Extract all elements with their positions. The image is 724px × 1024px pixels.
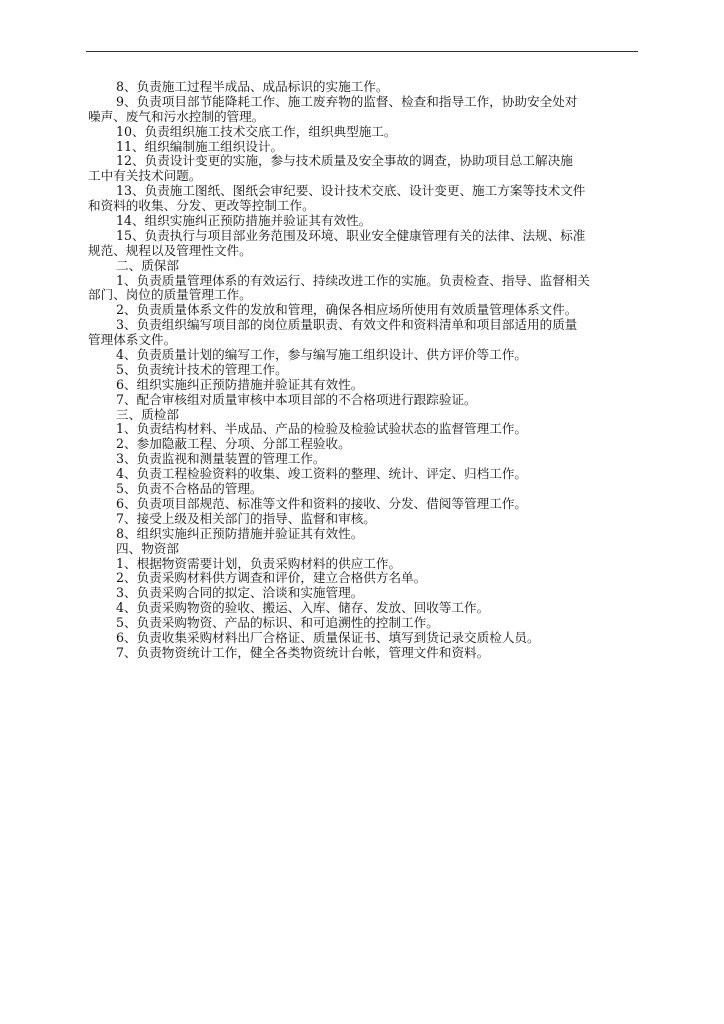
text-line: 工中有关技术问题。 <box>88 168 202 184</box>
text-line: 和资料的收集、分发、更改等控制工作。 <box>88 198 315 214</box>
text-line: 二、质保部 <box>116 257 179 273</box>
text-line: 1、负责质量管理体系的有效运行、持续改进工作的实施。负责检查、指导、监督相关 <box>116 272 590 288</box>
text-line: 噪声、废气和污水控制的管理。 <box>88 108 265 124</box>
text-line: 3、负责监视和测量装置的管理工作。 <box>116 451 326 467</box>
text-line: 6、负责收集采购材料出厂合格证、质量保证书、填写到货记录交质检人员。 <box>116 629 540 645</box>
text-line: 4、负责采购物资的验收、搬运、入库、储存、发放、回收等工作。 <box>116 600 490 616</box>
text-line: 7、接受上级及相关部门的指导、监督和审核。 <box>116 510 376 526</box>
text-line: 部门、岗位的质量管理工作。 <box>88 287 252 303</box>
text-line: 15、负责执行与项目部业务范围及环境、职业安全健康管理有关的法律、法规、标准 <box>116 227 586 243</box>
text-line: 规范、规程以及管理性文件。 <box>88 242 252 258</box>
text-line: 1、根据物资需要计划，负责采购材料的供应工作。 <box>116 555 402 571</box>
text-line: 3、负责采购合同的拟定、洽谈和实施管理。 <box>116 585 364 601</box>
text-line: 5、负责采购物资、产品的标识、和可追溯性的控制工作。 <box>116 615 439 631</box>
text-line: 10、负责组织施工技术交底工作，组织典型施工。 <box>116 123 397 139</box>
text-line: 7、配合审核组对质量审核中本项目部的不合格项进行跟踪验证。 <box>116 391 477 407</box>
text-line: 2、负责采购材料供方调查和评价，建立合格供方名单。 <box>116 570 427 586</box>
text-line: 5、负责不合格品的管理。 <box>116 481 263 497</box>
document-body <box>88 80 640 661</box>
text-line: 1、负责结构材料、半成品、产品的检验及检验试验状态的监督管理工作。 <box>116 421 528 437</box>
text-line: 8、组织实施纠正预防措施并验证其有效性。 <box>116 525 364 541</box>
text-line: 9、负责项目部节能降耗工作、施工废弃物的监督、检查和指导工作，协助安全处对 <box>116 93 578 109</box>
text-line: 四、物资部 <box>116 540 179 556</box>
text-line: 6、组织实施纠正预防措施并验证其有效性。 <box>116 376 364 392</box>
text-line: 4、负责质量计划的编写工作，参与编写施工组织设计、供方评价等工作。 <box>116 347 528 363</box>
text-line: 7、负责物资统计工作，健全各类物资统计台帐，管理文件和资料。 <box>116 644 490 660</box>
text-line: 8、负责施工过程半成品、成品标识的实施工作。 <box>116 79 389 94</box>
text-line: 5、负责统计技术的管理工作。 <box>116 361 288 377</box>
header-rule <box>86 51 638 52</box>
text-line: 3、负责组织编写项目部的岗位质量职责、有效文件和资料清单和项目部适用的质量 <box>116 317 578 333</box>
text-line: 11、组织编制施工组织设计。 <box>116 138 284 154</box>
text-line: 2、参加隐蔽工程、分项、分部工程验收。 <box>116 436 351 452</box>
text-line: 2、负责质量体系文件的发放和管理，确保各相应场所使用有效质量管理体系文件。 <box>116 302 578 318</box>
text-line: 三、质检部 <box>116 406 179 422</box>
text-line: 6、负责项目部规范、标准等文件和资料的接收、分发、借阅等管理工作。 <box>116 495 528 511</box>
text-line: 管理体系文件。 <box>88 332 177 348</box>
text-line: 12、负责设计变更的实施，参与技术质量及安全事故的调查，协助项目总工解决施 <box>116 153 573 169</box>
text-line: 4、负责工程检验资料的收集、竣工资料的整理、统计、评定、归档工作。 <box>116 466 528 482</box>
text-line: 14、组织实施纠正预防措施并验证其有效性。 <box>116 213 372 229</box>
text-line: 13、负责施工图纸、图纸会审纪要、设计技术交底、设计变更、施工方案等技术文件 <box>116 183 586 199</box>
